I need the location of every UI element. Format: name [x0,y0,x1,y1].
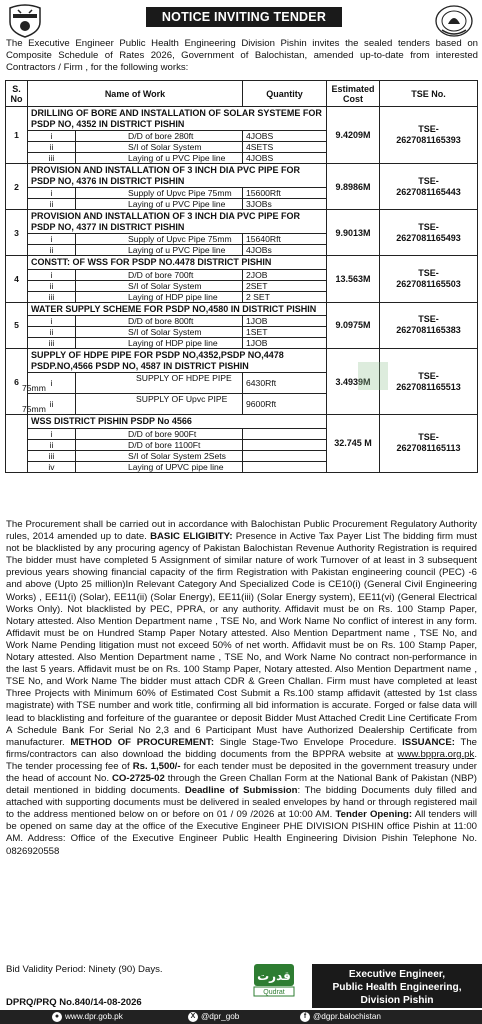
qudrat-logo-icon [248,962,300,998]
work-item-quantity: 6430Rft [243,373,327,394]
work-sno: 3 [6,210,28,256]
qudrat-logo [248,962,300,998]
work-row [6,107,478,131]
work-title: DRILLING OF BORE AND INSTALLATION OF SOLAR SYSTEME FOR PSDP NO, 4352 IN DISTRICT PISHIN [28,107,327,131]
work-item-name: Laying of u PVC Pipe line [76,245,243,256]
treasury-text: for each tender must be deposited in the government treasury under the head of account No. [6,760,477,784]
footer-facebook-text: @dgpr.balochistan [313,1012,381,1021]
col-header-quantity: Quantity [243,81,327,107]
qudrat-latin-text: Qudrat [263,989,285,996]
work-estimated-cost: 9.8986M [327,164,380,210]
basic-eligibility-label: BASIC ELIGIBITY: [150,531,233,543]
work-title: WATER SUPPLY SCHEME FOR PSDP NO,4580 IN DISTRICT PISHIN [28,302,327,316]
work-item-quantity [243,428,327,439]
signature-department: Public Health Engineering, [332,982,462,993]
work-item-name: Laying of HDP pipe line [76,291,243,302]
signature-division: Division Pishin [360,995,434,1006]
work-item-index: iii [28,450,76,461]
work-item-name-main: SUPPLY OF HDPE PIPE [136,373,232,383]
work-row [6,415,478,429]
work-item-index: iii [28,338,76,349]
work-sno: 6 [6,349,28,415]
facebook-icon: f [300,1012,310,1022]
work-title: PROVISION AND INSTALLATION OF 3 INCH DIA PVC PIPE FOR PSDP NO, 4377 IN DISTRICT PISHIN [28,210,327,234]
work-item-index: i [28,428,76,439]
qudrat-urdu-text: قدرت [257,969,291,983]
works-table [5,80,478,473]
footer-facebook[interactable] [300,1010,381,1024]
work-item-name: Laying of UPVC pipe line [76,461,243,472]
work-item-name: Supply of Upvc Pipe 75mm [76,234,243,245]
work-title: SUPPLY OF HDPE PIPE FOR PSDP NO,4352,PSDP NO,4478 PSDP.NO,4566 PSDP NO, 4587 IN DISTRICT PISHIN [28,349,327,373]
work-title: PROVISION AND INSTALLATION OF 3 INCH DIA PVC PIPE FOR PSDP NO, 4376 IN DISTRICT PISHIN [28,164,327,188]
work-item-index: ii [28,199,76,210]
work-sno: 1 [6,107,28,164]
work-item-quantity: 4JOBs [243,245,327,256]
work-item-quantity [243,450,327,461]
work-item-index: i [28,188,76,199]
work-item-name: Laying of u PVC Pipe line [76,199,243,210]
work-item-name-main: SUPPLY OF Upvc PIPE [136,394,228,404]
work-item-name: D/D of bore 1100Ft [76,439,243,450]
deadline-text: : The bidding Documents duly filled and attached with supporting documents must be delivered in sealed envelopes by hand or through registered mail to the address mentioned below on or before on 01 / 09 /2026 at 10:00 AM. [6,785,477,821]
method-of-procurement-label: METHOD OF PROCUREMENT: [70,736,215,748]
work-sno [6,415,28,473]
fee-intro-text: . The tender processing fee of [6,748,477,772]
work-item-quantity: 4JOBS [243,131,327,142]
work-item-index: ii [28,142,76,153]
work-item-name: D/D of bore 800ft [76,316,243,327]
work-item-index: i [28,131,76,142]
work-estimated-cost: 13.563M [327,256,380,303]
reference-number: DPRQ/PRQ No.840/14-08-2026 [6,997,142,1008]
challan-text: through the Green Challan Form at the National Bank of Pakistan (NBP) detail mentioned in bidding documents. [6,772,477,797]
work-row [6,256,478,270]
signature-block [312,964,482,1008]
table-header-row [6,81,478,107]
work-item-quantity: 4SETS [243,142,327,153]
work-row [6,164,478,188]
work-item-index: ii [28,327,76,338]
work-item-quantity: 15640Rft [243,234,327,245]
work-item-index: ii [28,280,76,291]
col-header-tse: TSE No. [380,81,478,107]
footer-twitter[interactable] [188,1010,239,1024]
work-tse-number: TSE- 2627081165443 [380,164,478,210]
phe-department-logo [434,4,474,38]
work-item-index: iii [28,291,76,302]
col-header-estimated-cost: Estimated Cost [327,81,380,107]
work-sno: 4 [6,256,28,303]
work-row [6,349,478,373]
balochistan-emblem-logo [6,4,44,38]
work-item-name-size: 75mm [22,404,46,414]
work-row [6,302,478,316]
footer-website[interactable] [52,1010,123,1024]
work-item-quantity: 1JOB [243,316,327,327]
work-item-quantity: 1JOB [243,338,327,349]
work-sno: 2 [6,164,28,210]
work-item-index: i [28,269,76,280]
work-item-quantity: 2SET [243,280,327,291]
work-item-name: S/I of Solar System [76,327,243,338]
work-tse-number: TSE- 2627081165493 [380,210,478,256]
work-tse-number: TSE- 2627081165383 [380,302,478,349]
work-estimated-cost: 9.4209M [327,107,380,164]
work-tse-number: TSE- 2627081165513 [380,349,478,415]
footer-twitter-text: @dpr_gob [201,1012,240,1021]
work-item-name: D/D of bore 900Ft [76,428,243,439]
tender-conditions [6,519,477,858]
procurement-rules-text: The Procurement shall be carried out in accordance with Balochistan Public Procurement Regulatory Authority rules, 2014 amended up to date. [6,519,477,543]
work-item-quantity: 9600Rft [243,394,327,415]
work-title: CONSTT: OF WSS FOR PSDP NO.4478 DISTRICT PISHIN [28,256,327,270]
work-sno: 5 [6,302,28,349]
account-number: CO-2725-02 [111,772,165,784]
tender-opening-label: Tender Opening: [335,809,413,821]
work-item-index: ii [28,245,76,256]
work-item-index: i [28,373,76,394]
header [0,0,482,40]
footer-website-text: www.dpr.gob.pk [65,1012,123,1021]
deadline-label: Deadline of Submission [184,785,298,797]
work-title: WSS DISTRICT PISHIN PSDP No 4566 [28,415,327,429]
work-estimated-cost: 9.9013M [327,210,380,256]
issuance-label: ISSUANCE: [402,736,455,748]
work-item-quantity: 15600Rft [243,188,327,199]
work-item-name [22,373,243,394]
work-item-name: Laying of HDP pipe line [76,338,243,349]
work-item-quantity: 2 SET [243,291,327,302]
work-row [6,210,478,234]
page-title: NOTICE INVITING TENDER [146,7,342,27]
work-item-name: D/D of bore 700ft [76,269,243,280]
footer-bar [0,1010,482,1024]
work-item-quantity: 1SET [243,327,327,338]
work-item-name: S/I of Solar System 2Sets [76,450,243,461]
work-item-name-size: 75mm [22,383,46,393]
work-estimated-cost: 3.4939M [327,349,380,415]
bid-validity: Bid Validity Period: Ninety (90) Days. [6,964,163,975]
qudrat-watermark-icon [356,358,390,394]
issuance-text: The firms/contractors can also download the bidding documents from the BPPRA website at [6,736,478,760]
work-item-quantity: 2JOB [243,269,327,280]
work-item-index: i [28,316,76,327]
work-item-index: ii [28,394,76,415]
bppra-website-link[interactable]: www.bppra.org.pk [397,748,475,760]
work-item-index: i [28,234,76,245]
col-header-sno: S. No [6,81,28,107]
work-item-name: Laying of u PVC Pipe line [76,153,243,164]
work-item-quantity: 3JOBs [243,199,327,210]
work-item-index: iv [28,461,76,472]
work-estimated-cost: 9.0975M [327,302,380,349]
processing-fee: Rs. 1,500/- [132,760,181,772]
work-item-name: D/D of bore 280ft [76,131,243,142]
col-header-name: Name of Work [28,81,243,107]
signature-title: Executive Engineer, [348,969,446,980]
work-estimated-cost: 32.745 M [327,415,380,473]
work-item-index: ii [28,439,76,450]
work-item-index: iii [28,153,76,164]
basic-eligibility-text: Presence in Active Tax Payer List The bidding firm must not be blacklisted by any procuring agency of Pakistan Balochistan Revenue Authority Registration is required The bidder must have completed 5 Assignment of similar nature of work Turnover of at least in 3 subsequent previous years showing financial capacity of the firm Registration with Pakistan engineering council (PEC) -6 and above (Upto 25 million)In Relevant Category And Specialized Code is CE10(i) (General Civil Engineering Works) , EE11(i) (Solar), EE11(ii) (Solar Energy), EE11(iii) (Solar Energy system), EE11(vi) (General Electrical Works Only). Not blacklisted by PEC, PPRA, or any authority. Affidavit must be on Rs. 100 Stamp Paper, Notary attested. Also Mention Department name , TSE No, and Work Name No conflict of interest in any form. Affidavit must be on Hundred Stamp Paper Notary attested. Also Mention Department name , TSE No, and Work Name Pending litigation must not exceed 50% of net worth. Affidavit must be on Rs. 100 Stamp Paper, Notary attested. Also Mention Department name , TSE No, and Work Name No contract non-performance in the last 5 years. Affidavit must be on Rs. 100 Stamp Paper, Notary attested. Also Mention Department name , TSE No, and Work Name The bidder must attach CDR & Green Challan. Firm must have completed at least Three Projects with Minimum 60% of Estimated Cost Submit a Rs.100 stamp affidavit (attested by 1st class magistrate) with TSE number and work title, confirming all bid information is accurate. Forged or false data will lead to blacklisting and forfeiture of the guarantee or deposit Bidder Must Attached Credit Line Certificate From A Schedule Bank For Serial No 2,3 and 6 Participant Must have Authorized Dealership Certificate from manufacturer. [6,531,478,748]
work-item-name: Supply of Upvc Pipe 75mm [76,188,243,199]
work-item-quantity [243,439,327,450]
intro-paragraph: The Executive Engineer Public Health Engineering Division Pishin invites the sealed tenders based on Composite Schedule of Rates 2026, Government of Balochistan, amended up-to-date from interested Contractors / Firm , for the following works: [6,38,478,73]
work-item-quantity [243,461,327,472]
work-tse-number: TSE- 2627081165113 [380,415,478,473]
globe-icon: ● [52,1012,62,1022]
work-item-quantity: 4JOBS [243,153,327,164]
work-item-name: S/I of Solar System [76,280,243,291]
work-tse-number: TSE- 2627081165393 [380,107,478,164]
method-of-procurement-text: Single Stage-Two Envelope Procedure. [219,736,397,748]
work-item-name: S/I of Solar System [76,142,243,153]
tender-opening-text: All tenders will be opened on same day at the office of the Executive Engineer PHE DIVISION PISHIN office Pishin at 11:00 AM. Address: Office of the Executive Engineer Public Health Engineering Division Pishin Telephone No. 0826920558 [6,809,477,857]
work-tse-number: TSE- 2627081165503 [380,256,478,303]
x-twitter-icon: X [188,1012,198,1022]
